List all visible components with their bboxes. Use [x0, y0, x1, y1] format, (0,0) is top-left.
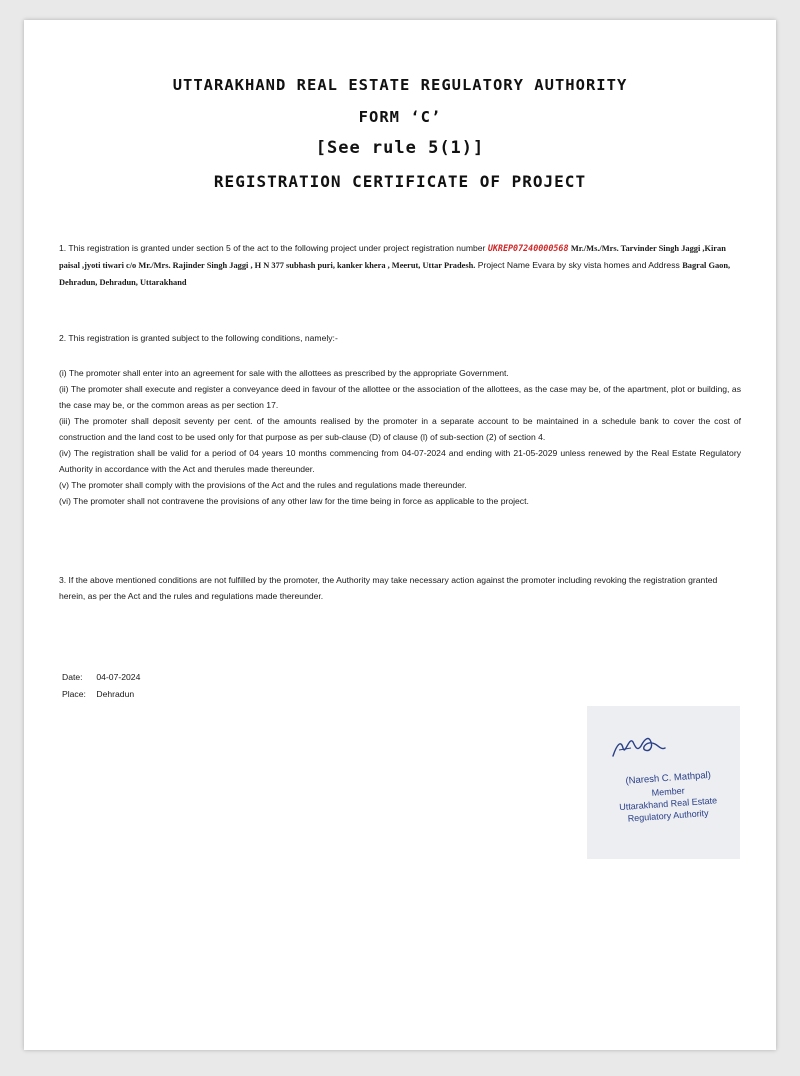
- signatory-org-line-2: Regulatory Authority: [627, 807, 709, 824]
- date-label: Date:: [62, 672, 83, 682]
- condition-item: (vi) The promoter shall not contravene the provisions of any other law for the time being in force as applicable to the project.: [59, 496, 529, 506]
- date-line: [62, 669, 140, 685]
- section-1-paragraph: [59, 240, 741, 291]
- date-value: 04-07-2024: [96, 672, 141, 682]
- signatory-name: (Naresh C. Mathpal): [625, 769, 712, 787]
- place-value: Dehradun: [96, 689, 135, 699]
- certificate-page: [24, 20, 776, 1050]
- authority-title: UTTARAKHAND REAL ESTATE REGULATORY AUTHORITY: [172, 76, 628, 94]
- signatory-title: Member: [651, 785, 685, 798]
- condition-item: (ii) The promoter shall execute and register a conveyance deed in favour of the allottee or the association of the allottees, as the case may be, of the apartment, plot or building, as the case may be, or the common areas as per section 17.: [59, 384, 741, 410]
- rule-reference: [See rule 5(1)]: [315, 138, 485, 158]
- form-title: FORM ‘C’: [358, 108, 442, 126]
- signature-stamp: [587, 706, 740, 859]
- certificate-title: REGISTRATION CERTIFICATE OF PROJECT: [213, 172, 587, 191]
- project-name-text: Project Name Evara by sky vista homes and Address: [475, 260, 683, 270]
- condition-item: (v) The promoter shall comply with the provisions of the Act and the rules and regulations made thereunder.: [59, 480, 467, 490]
- promoter-details: Mr./Ms./Mrs. Tarvinder Singh Jaggi ,Kiran paisal ,jyoti tiwari c/o Mr./Mrs. Rajinder Singh Jaggi , H N 377 subhash puri, kanker khera , Meerut, Uttar Pradesh.: [59, 244, 726, 270]
- condition-item: (iii) The promoter shall deposit seventy per cent. of the amounts realised by the promoter in a separate account to be maintained in a schedule bank to cover the cost of construction and the land cost to be used only for that purpose as per sub-clause (D) of clause (l) of sub-section (2) of section 4.: [59, 416, 741, 442]
- place-label: Place:: [62, 689, 86, 699]
- condition-item: (i) The promoter shall enter into an agreement for sale with the allottees as prescribed by the appropriate Government.: [59, 368, 509, 378]
- registration-number: UKREP07240000568: [487, 243, 569, 253]
- condition-item: (iv) The registration shall be valid for a period of 04 years 10 months commencing from 04-07-2024 and ending with 21-05-2029 unless renewed by the Real Estate Regulatory Authority in accordance with the Act and therules made thereunder.: [59, 448, 741, 474]
- handwritten-signature-icon: [609, 726, 669, 766]
- section-3-paragraph: 3. If the above mentioned conditions are not fulfilled by the promoter, the Authority may take necessary action against the promoter including revoking the registration granted herein, as per the Act and the rules and regulations made thereunder.: [59, 575, 718, 601]
- place-line: [62, 686, 134, 702]
- project-address: Bagral Gaon, Dehradun, Dehradun, Uttarakhand: [59, 261, 731, 287]
- section-2-intro: 2. This registration is granted subject to the following conditions, namely:-: [59, 333, 338, 343]
- section-1-intro: 1. This registration is granted under section 5 of the act to the following project under project registration number: [59, 243, 486, 253]
- signatory-org-line-1: Uttarakhand Real Estate: [618, 795, 718, 813]
- conditions-list: [59, 365, 741, 509]
